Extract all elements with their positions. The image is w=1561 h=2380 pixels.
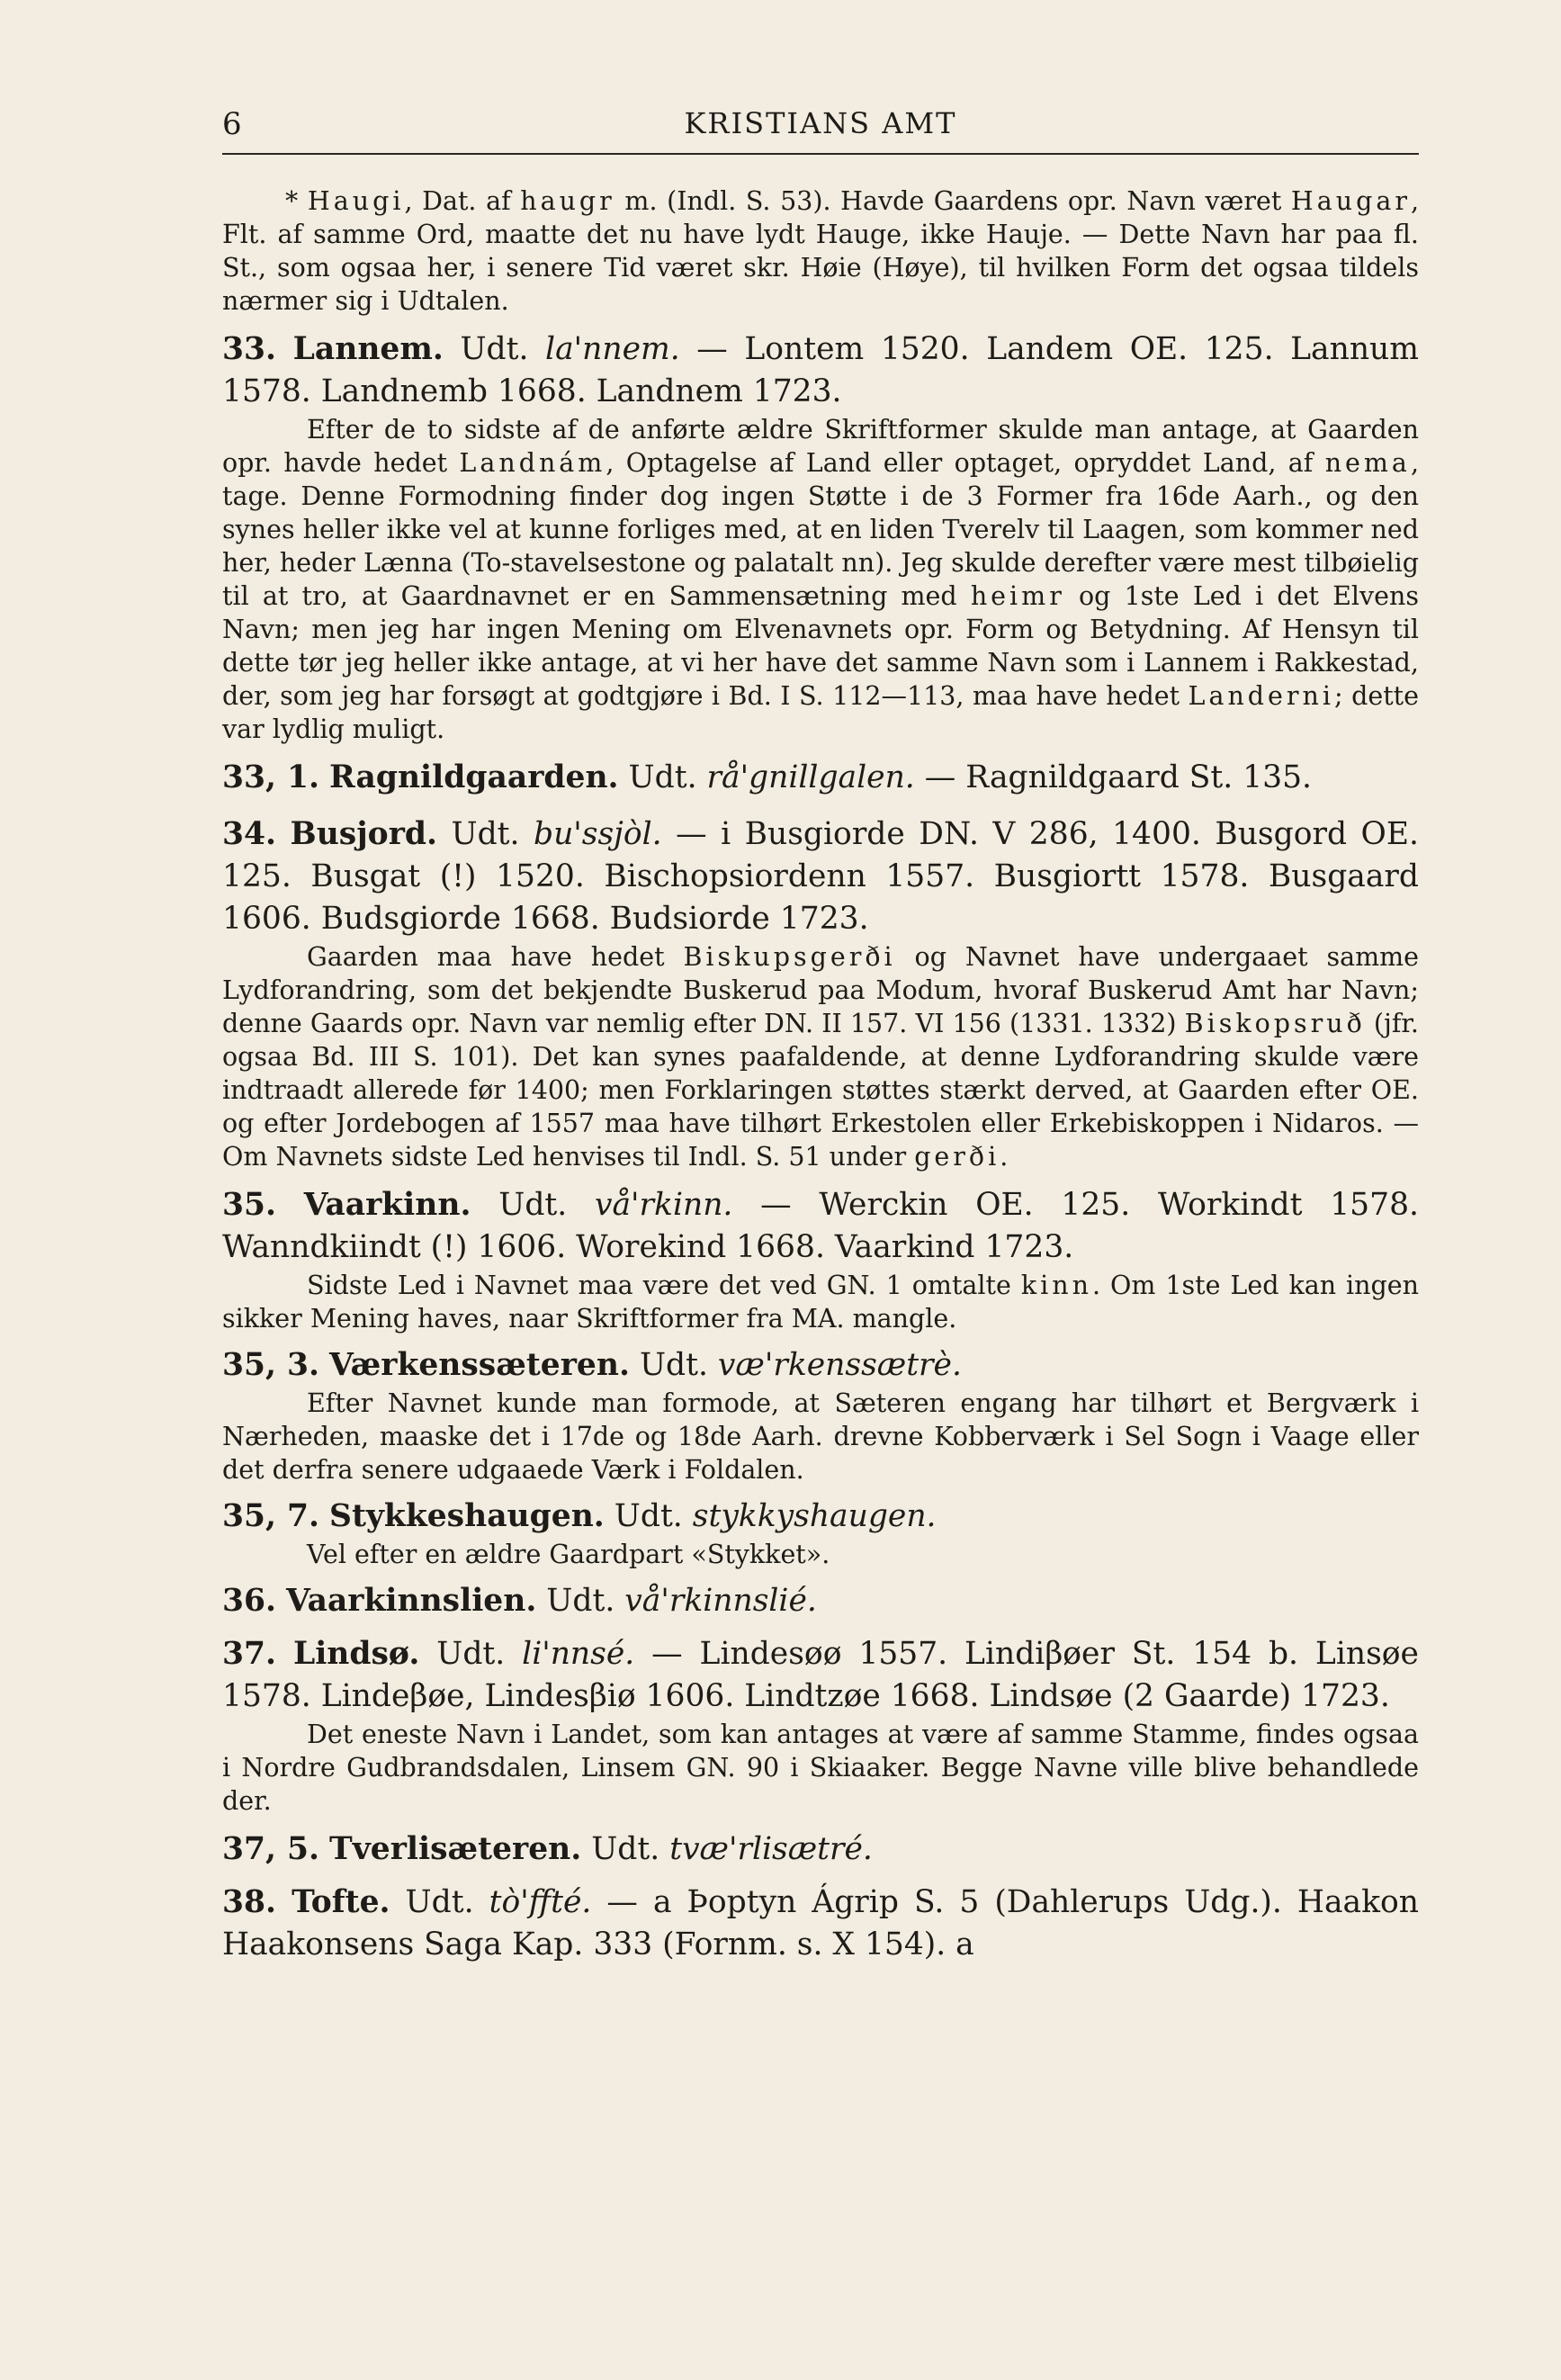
text-run: ; dette var lydlig muligt. xyxy=(222,681,1419,744)
text-run xyxy=(276,1187,304,1223)
text-run: — Ragnildgaard St. 135. xyxy=(914,759,1313,795)
entry-heading xyxy=(222,1633,1419,1718)
entry-number: 35, 3. xyxy=(222,1347,320,1383)
body-text xyxy=(222,184,1419,1966)
text-run: Udt. xyxy=(618,759,707,795)
farm-name: Værkenssæteren. xyxy=(329,1347,630,1383)
text-run: , Optagelse af Land eller optaget, opryddet Land, af xyxy=(606,448,1325,478)
farm-name: Tofte. xyxy=(292,1884,390,1920)
text-run: , Dat. af xyxy=(404,186,521,216)
commentary-paragraph xyxy=(222,1269,1419,1335)
text-run xyxy=(319,1498,329,1534)
entry-heading xyxy=(222,813,1419,940)
entry-number: 33, 1. xyxy=(222,759,320,795)
text-run: — a Þoptyn Ágrip S. 5 (Dahlerups Udg.). Haakon Haakonsens Saga Kap. 333 (Fornm. s. X 154). a xyxy=(222,1884,1419,1962)
entry-number: 35. xyxy=(222,1187,277,1223)
header-rule xyxy=(222,153,1419,155)
text-run: og Navnet have undergaaet samme Lydforandring, som det bekjendte Buskerud paa Modum, hvoraf Buskerud Amt har Navn; denne Gaards opr. Navn var nemlig efter DN. II 157. VI 156 (1331. 1332) xyxy=(222,942,1419,1038)
commentary-paragraph xyxy=(222,940,1419,1173)
farm-name: Lannem. xyxy=(292,331,444,367)
text-run xyxy=(276,1884,292,1920)
commentary-paragraph xyxy=(222,1538,1419,1571)
entry-heading xyxy=(222,1580,1419,1622)
text-run: . xyxy=(1000,1142,1009,1172)
spaced-word: Landnám xyxy=(459,448,606,478)
text-run: Udt. xyxy=(629,1347,718,1383)
farm-name: Ragnildgaarden. xyxy=(329,759,619,795)
text-run: Udt. xyxy=(437,816,534,852)
text-run: (jfr. ogsaa Bd. III S. 101). Det kan synes paafaldende, at denne Lydforandring skulde være indtraadt allerede før 1400; men Forklaringen støttes stærkt derved, at Gaarden efter OE. og efter Jordebogen af 1557 maa have tilhørt Erkestolen eller Erkebiskoppen i Nidaros. — Om Navnets sidste Led henvises til Indl. S. 51 under xyxy=(222,1009,1419,1172)
page-number: 6 xyxy=(222,106,242,142)
entry-heading xyxy=(222,328,1419,413)
farm-name: Busjord. xyxy=(290,816,438,852)
text-run xyxy=(319,1831,329,1867)
spaced-word: Haugi xyxy=(307,186,405,216)
entry-number: 33. xyxy=(222,331,277,367)
text-run: Udt. xyxy=(419,1636,523,1672)
pronunciation: rå'gnillgalen. xyxy=(706,759,915,795)
spaced-word: gerði xyxy=(914,1142,1000,1172)
spaced-word: heimr xyxy=(970,581,1065,611)
text-run xyxy=(276,816,291,852)
pronunciation: væ'rkenssætrè. xyxy=(717,1347,962,1383)
text-run: Efter Navnet kunde man formode, at Sæteren engang har tilhørt et Bergværk i Nærheden, maaske det i 17de og 18de Aarh. drevne Kobberværk i Sel Sogn i Vaage eller det derfra senere udgaaede Værk i Foldalen. xyxy=(222,1388,1419,1485)
farm-name: Vaarkinn. xyxy=(303,1187,471,1223)
farm-name: Stykkeshaugen. xyxy=(329,1498,605,1534)
text-run: — Lindesøø 1557. Lindiβøer St. 154 b. Linsøe 1578. Lindeβøe, Lindesβiø 1606. Lindtzøe 1668. Lindsøe (2 Gaarde) 1723. xyxy=(222,1636,1419,1714)
spaced-word: Landerni xyxy=(1188,681,1335,711)
text-run: Udt. xyxy=(581,1831,670,1867)
pronunciation: vå'rkinnslié. xyxy=(624,1583,817,1619)
text-run: Efter de to sidste af de anførte ældre Skriftformer skulde man antage, at Gaarden opr. havde hedet xyxy=(222,415,1419,478)
entry-heading xyxy=(222,757,1419,799)
text-run: Udt. xyxy=(471,1187,595,1223)
commentary-paragraph xyxy=(222,413,1419,746)
commentary-paragraph xyxy=(222,1718,1419,1818)
text-run: . Om 1ste Led kan ingen sikker Mening haves, naar Skriftformer fra MA. mangle. xyxy=(222,1271,1419,1334)
text-run: Udt. xyxy=(390,1884,489,1920)
text-run xyxy=(276,1636,293,1672)
text-run: , Flt. af samme Ord, maatte det nu have lydt Hauge, ikke Hauje. — Dette Navn har paa fl. St., som ogsaa her, i senere Tid været skr. Høie (Høye), til hvilken Form det ogsaa tildels nærmer sig i Udtalen. xyxy=(222,186,1420,316)
text-run: — i Busgiorde DN. V 286, 1400. Busgord OE. 125. Busgat (!) 1520. Bischopsiordenn 1557. Busgiortt 1578. Busgaard 1606. Budsgiorde 1668. Budsiorde 1723. xyxy=(222,816,1419,937)
spaced-word: Haugar xyxy=(1290,186,1411,216)
text-run: Udt. xyxy=(443,331,546,367)
commentary-paragraph xyxy=(222,184,1419,318)
text-run: , tage. Denne Formodning finder dog ingen Støtte i de 3 Former fra 16de Aarh., og den synes heller ikke vel at kunne forliges med, at en liden Tverelv til Laagen, som kommer ned her, heder Lænna (To-stavelsestone og palatalt nn). Jeg skulde derefter være mest tilbøielig til at tro, at Gaardnavnet er en Sammensætning med xyxy=(222,448,1419,611)
farm-name: Lindsø. xyxy=(292,1636,420,1672)
text-run xyxy=(319,1347,329,1383)
spaced-word: haugr xyxy=(520,186,615,216)
text-run xyxy=(276,1583,286,1619)
spaced-word: kinn xyxy=(1020,1271,1092,1300)
entry-number: 38. xyxy=(222,1884,277,1920)
farm-name: Tverlisæteren. xyxy=(329,1831,582,1867)
entry-number: 37. xyxy=(222,1636,277,1672)
pronunciation: tò'ffté. xyxy=(489,1884,592,1920)
entry-number: 37, 5. xyxy=(222,1831,320,1867)
text-run: Gaarden maa have hedet xyxy=(307,942,684,972)
text-run: m. (Indl. S. 53). Havde Gaardens opr. Navn været xyxy=(615,186,1291,216)
text-run: Vel efter en ældre Gaardpart «Stykket». xyxy=(307,1540,830,1569)
text-run: og 1ste Led i det Elvens Navn; men jeg har ingen Mening om Elvenavnets opr. Form og Betydning. Af Hensyn til dette tør jeg heller ikke antage, at vi her have det samme Navn som i Lannem i Rakkestad, der, som jeg har forsøgt at godtgjøre i Bd. I S. 112—113, maa have hedet xyxy=(222,581,1419,711)
entry-heading xyxy=(222,1184,1419,1269)
commentary-paragraph xyxy=(222,1387,1419,1486)
entry-heading xyxy=(222,1495,1419,1538)
entry-heading xyxy=(222,1828,1419,1871)
entry-heading xyxy=(222,1882,1419,1966)
text-run xyxy=(319,759,329,795)
farm-name: Vaarkinnslien. xyxy=(286,1583,537,1619)
text-run: Udt. xyxy=(536,1583,625,1619)
entry-number: 36. xyxy=(222,1583,277,1619)
text-run: Sidste Led i Navnet maa være det ved GN. 1 omtalte xyxy=(307,1271,1021,1300)
entry-heading xyxy=(222,1344,1419,1387)
spaced-word: Biskupsgerði xyxy=(683,942,896,972)
text-run xyxy=(276,331,293,367)
running-title: KRISTIANS AMT xyxy=(684,106,957,140)
pronunciation: stykkyshaugen. xyxy=(692,1498,937,1534)
pronunciation: tvæ'rlisætré. xyxy=(669,1831,873,1867)
pronunciation: li'nnsé. xyxy=(522,1636,635,1672)
spaced-word: nema xyxy=(1324,448,1411,478)
text-run: — Werckin OE. 125. Workindt 1578. Wanndkiindt (!) 1606. Worekind 1668. Vaarkind 1723. xyxy=(222,1187,1419,1265)
pronunciation: vå'rkinn. xyxy=(595,1187,733,1223)
pronunciation: bu'ssjòl. xyxy=(533,816,662,852)
entry-number: 35, 7. xyxy=(222,1498,320,1534)
text-run: Det eneste Navn i Landet, som kan antages at være af samme Stamme, findes ogsaa i Nordre Gudbrandsdalen, Linsem GN. 90 i Skiaaker. Begge Navne ville blive behandlede der. xyxy=(222,1720,1419,1816)
spaced-word: Biskopsruð xyxy=(1184,1009,1366,1038)
entry-number: 34. xyxy=(222,816,277,852)
text-run: * xyxy=(285,186,308,216)
text-run: — Lontem 1520. Landem OE. 125. Lannum 1578. Landnemb 1668. Landnem 1723. xyxy=(222,331,1419,409)
pronunciation: la'nnem. xyxy=(545,331,680,367)
page-header xyxy=(222,106,1419,151)
text-run: Udt. xyxy=(604,1498,693,1534)
